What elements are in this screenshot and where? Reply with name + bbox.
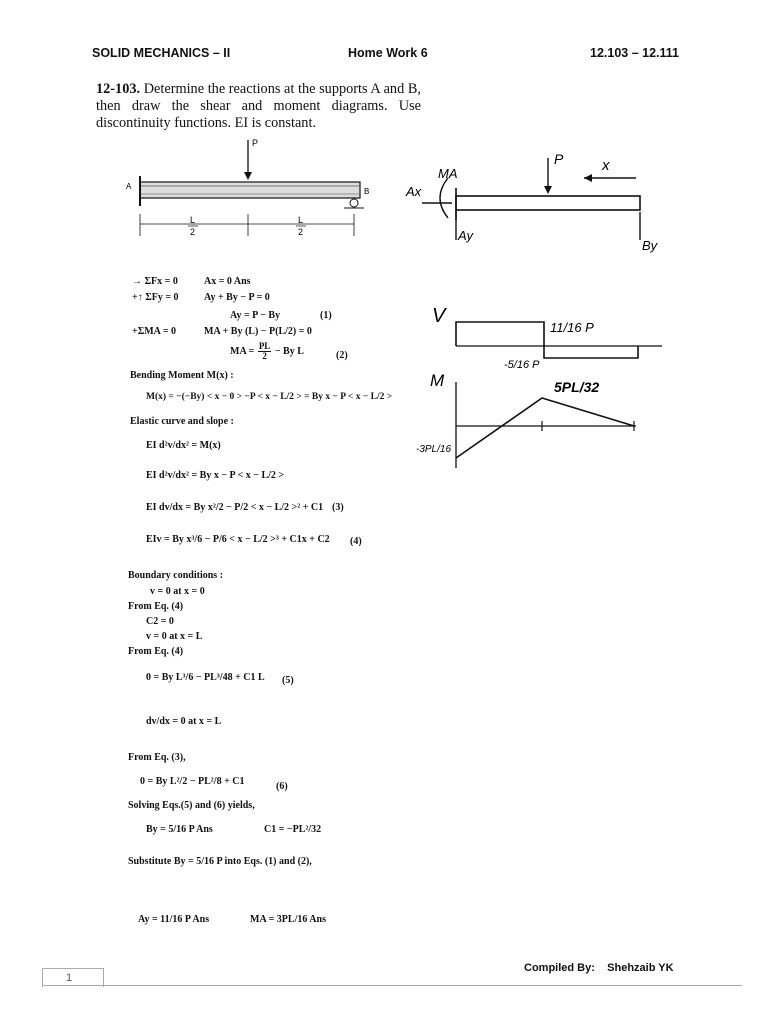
problem-text: Determine the reactions at the supports A and B, then draw the shear and moment diagrams. Use discontinuity functions. EI is constant. — [96, 81, 421, 131]
eq-sum-fy: +↑ ΣFy = 0 — [132, 292, 179, 303]
moment-axis-label: M — [430, 371, 445, 390]
compiled-label: Compiled By: — [524, 962, 595, 974]
moment-diagram — [414, 364, 668, 476]
moment-max-value: 5PL/32 — [554, 379, 600, 395]
load-label: P — [252, 138, 259, 148]
elastic-heading: Elastic curve and slope : — [130, 416, 234, 427]
c2-result: C2 = 0 — [146, 616, 174, 627]
roller-support-b — [350, 199, 358, 207]
header-course: SOLID MECHANICS – II — [92, 46, 231, 60]
dim-right-den: 2 — [298, 227, 304, 237]
fbd-load-label: P — [554, 151, 564, 167]
ode-1: EI d²v/dx² = M(x) — [146, 440, 221, 451]
solving-text: Solving Eqs.(5) and (6) yields, — [128, 800, 255, 811]
beam-figure — [118, 132, 378, 247]
bc-heading: Boundary conditions : — [128, 570, 224, 581]
moment-min-value: -3PL/16 — [416, 444, 452, 455]
shear-curve — [456, 322, 638, 358]
ma-result: MA = 3PL/16 Ans — [250, 914, 326, 925]
support-a-label: A — [126, 182, 132, 191]
eq-sum-ma: +ΣMA = 0 — [132, 326, 177, 337]
fbd-beam — [456, 196, 640, 210]
from-eq4-a: From Eq. (4) — [128, 601, 184, 612]
problem-statement — [96, 81, 421, 132]
ode-2: EI d²v/dx² = By x − P < x − L/2 > — [146, 470, 285, 481]
bending-heading: Bending Moment M(x) : — [130, 370, 234, 381]
eq-tag-6: (6) — [276, 781, 288, 792]
moment-arrow — [440, 178, 448, 218]
deflection-equation: EIv = By x³/6 − P/6 < x − L/2 >³ + C1x + C2 — [146, 534, 330, 545]
bc-2: v = 0 at x = L — [146, 631, 203, 642]
fbd-ay-label: Ay — [458, 228, 474, 243]
from-eq3: From Eq. (3), — [128, 752, 186, 763]
eq-ax-result: Ax = 0 Ans — [204, 276, 251, 287]
eq-fy-result: Ay + By − P = 0 — [204, 292, 270, 303]
eq-5: 0 = By L³/6 − PL³/48 + C1 L — [146, 672, 265, 683]
slope-equation: EI dv/dx = By x²/2 − P/2 < x − L/2 >² + C1 — [146, 502, 324, 513]
substitute-text: Substitute By = 5/16 P into Eqs. (1) and (2), — [128, 856, 312, 867]
fbd-moment-label: MA — [438, 166, 458, 181]
bc-3: dv/dx = 0 at x = L — [146, 716, 222, 727]
compiled-by — [524, 962, 674, 974]
eq-tag-1: (1) — [320, 310, 332, 321]
from-eq4-b: From Eq. (4) — [128, 646, 184, 657]
dim-right-num: L — [298, 215, 304, 225]
c1-result: C1 = −PL²/32 — [264, 824, 322, 835]
fbd-by-label: By — [642, 238, 658, 253]
eq-1: Ay = P − By — [230, 310, 281, 321]
eq-2-num: PL — [258, 341, 271, 351]
eq-sum-fx: → ΣFx = 0 — [132, 276, 178, 287]
dim-left-num: L — [190, 215, 196, 225]
page-number: 1 — [66, 972, 73, 984]
shear-neg-value: -5/16 P — [504, 359, 540, 371]
eq-tag-5: (5) — [282, 675, 294, 686]
support-b-label: B — [364, 187, 370, 196]
beam — [140, 182, 360, 198]
load-arrowhead — [244, 172, 252, 180]
eq-tag-2: (2) — [336, 350, 348, 361]
eq-2-lhs: MA = — [230, 345, 255, 357]
footer-rule — [42, 985, 742, 986]
free-body-diagram — [404, 148, 664, 258]
header-homework: Home Work 6 — [348, 46, 428, 60]
eq-ma-result: MA + By (L) − P(L/2) = 0 — [204, 326, 312, 337]
compiled-name: Shehzaib YK — [607, 962, 674, 974]
eq-2-rest: − By L — [274, 345, 304, 357]
by-result: By = 5/16 P Ans — [146, 824, 213, 835]
shear-axis-label: V — [432, 305, 446, 327]
eq-tag-4: (4) — [350, 536, 362, 547]
fbd-ax-label: Ax — [406, 184, 422, 199]
ay-result: Ay = 11/16 P Ans — [138, 914, 210, 925]
header-problems: 12.103 – 12.111 — [590, 46, 679, 60]
bc-1: v = 0 at x = 0 — [150, 586, 205, 597]
eq-tag-3: (3) — [332, 502, 344, 513]
eq-2 — [230, 342, 304, 361]
shear-pos-value: 11/16 P — [550, 320, 594, 335]
eq-6: 0 = By L²/2 − PL²/8 + C1 — [140, 776, 245, 787]
moment-equation: M(x) = −(−By) < x − 0 > −P < x − L/2 > = By x − P < x − L/2 > — [146, 392, 393, 402]
dim-left-den: 2 — [190, 227, 196, 237]
moment-curve — [456, 398, 634, 458]
eq-2-den: 2 — [262, 351, 267, 361]
fbd-x-label: x — [602, 157, 610, 174]
problem-number: 12-103. — [96, 81, 141, 97]
